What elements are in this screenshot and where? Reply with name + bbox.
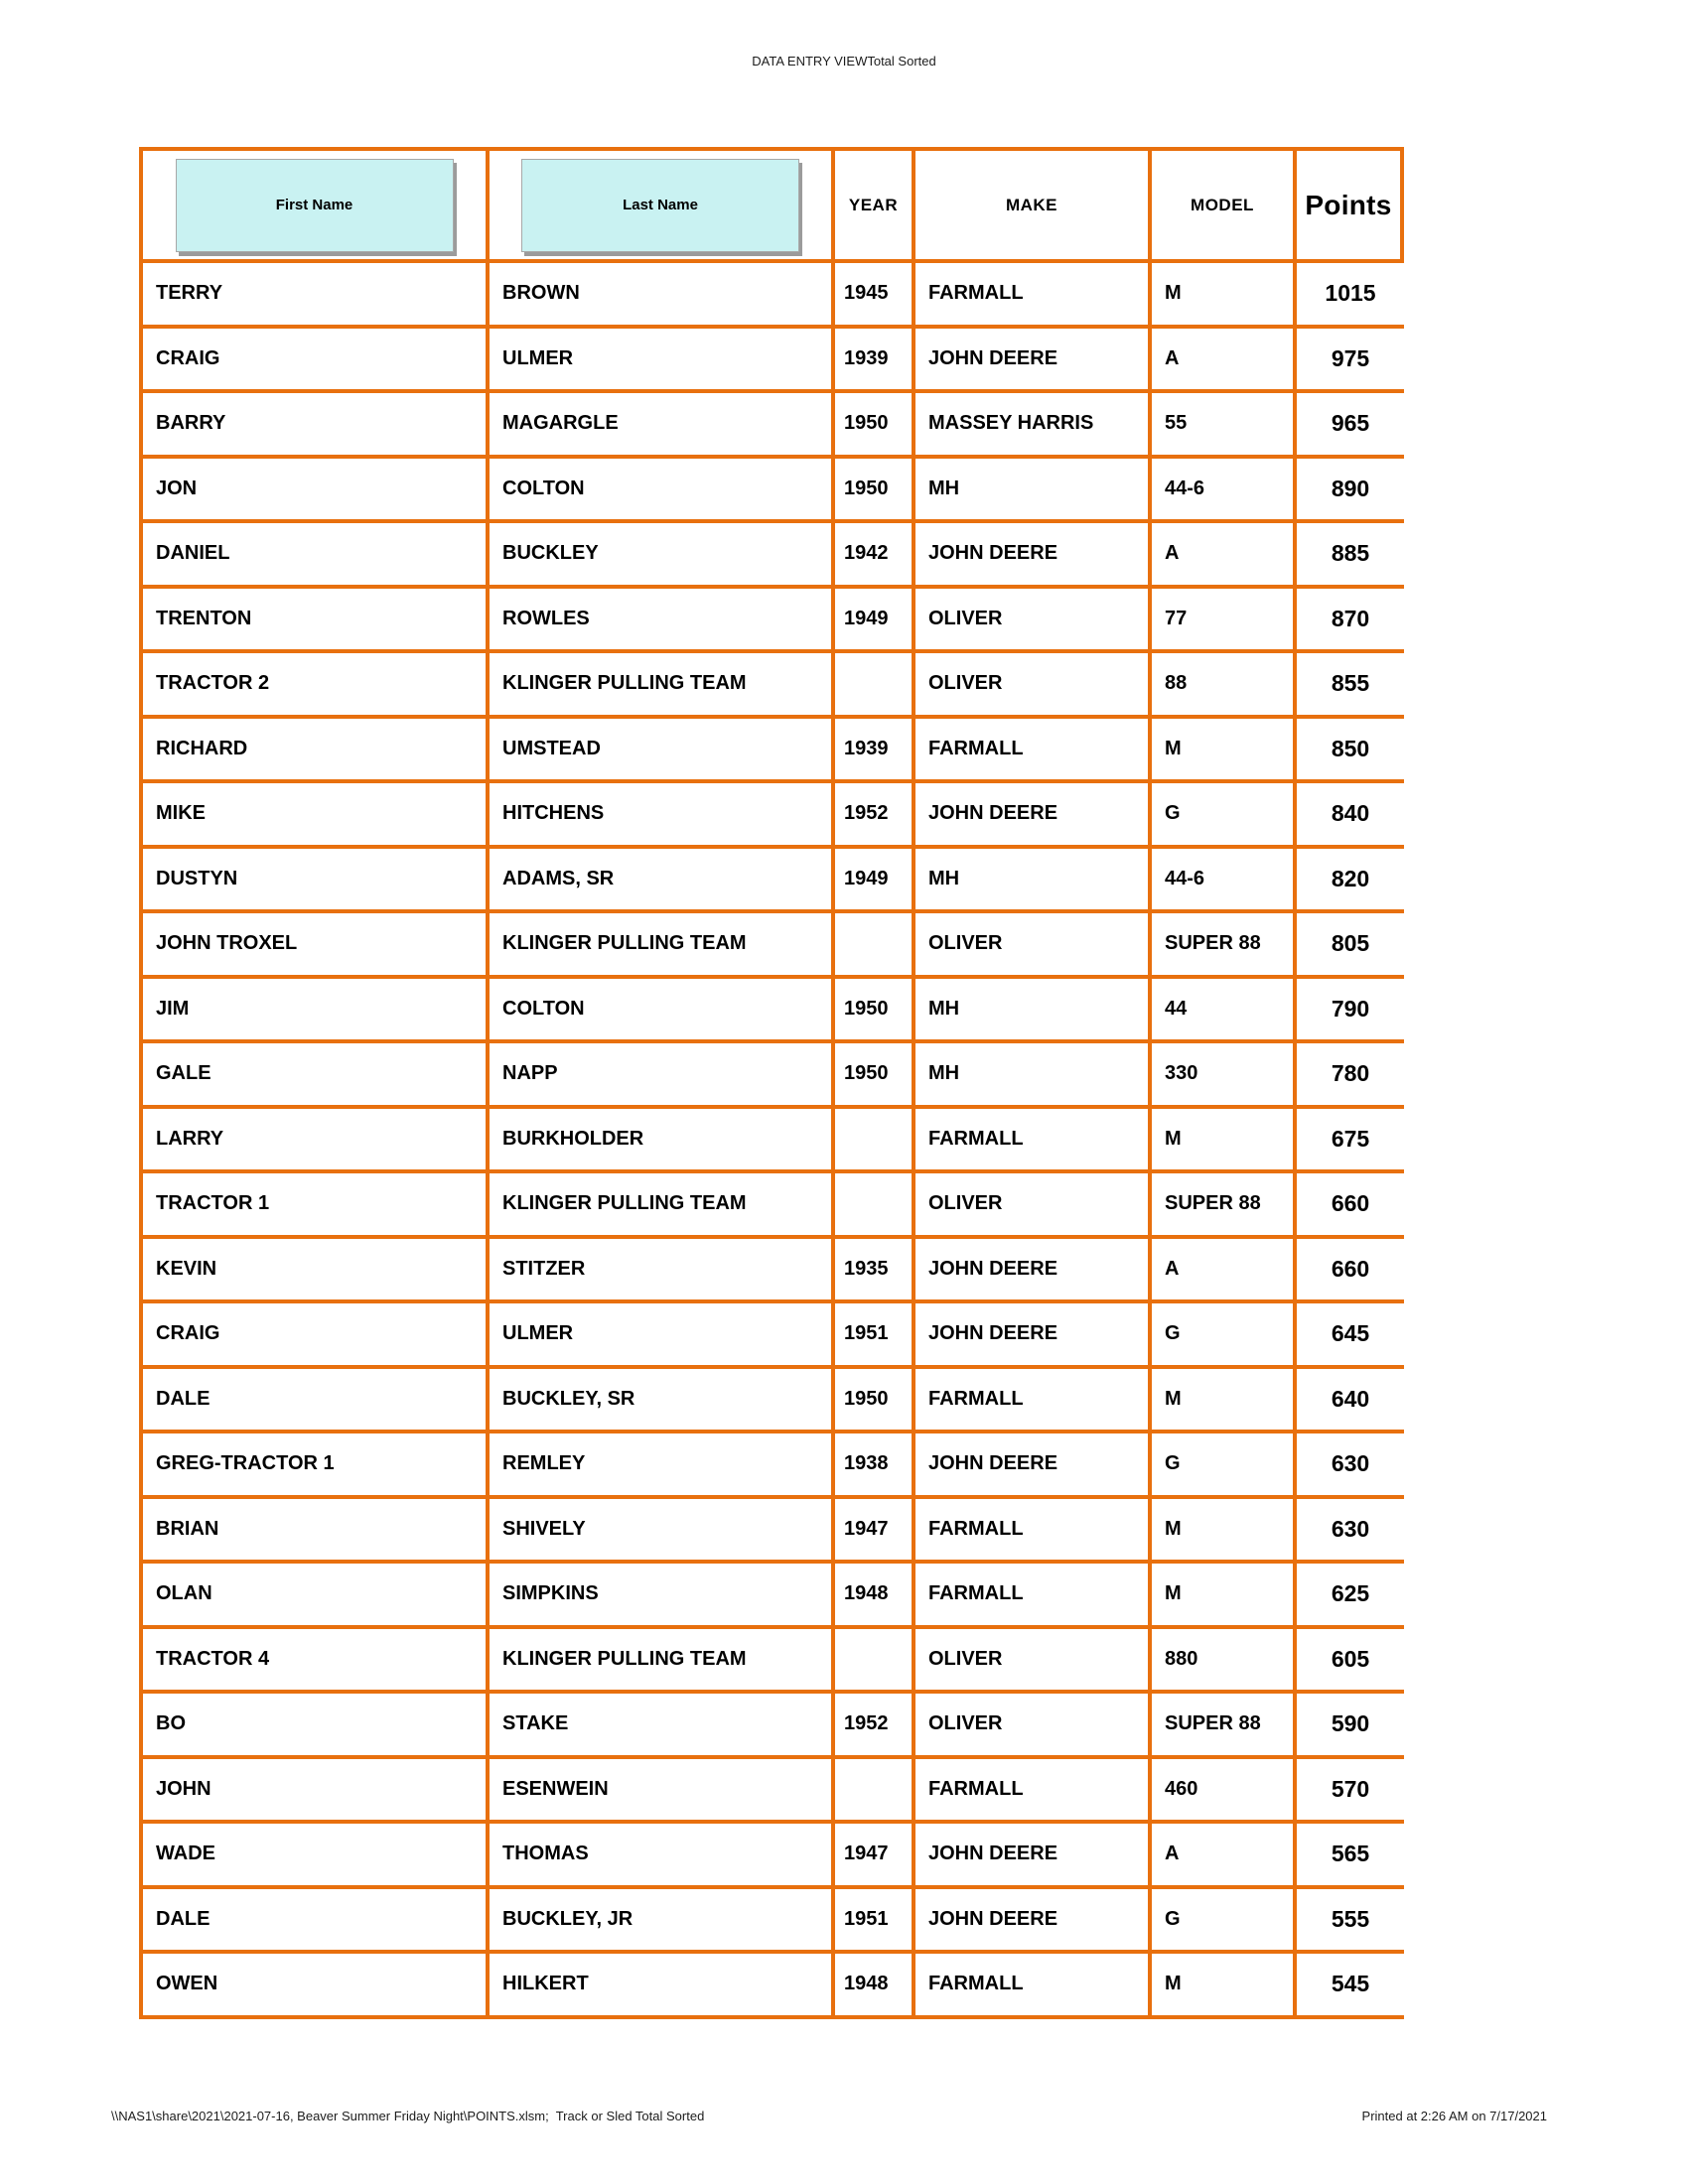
row-year: 1939 — [831, 719, 912, 780]
table-row — [143, 1885, 1404, 1951]
row-first-name: DALE — [156, 1907, 211, 1930]
row-make: FARMALL — [912, 1369, 1148, 1431]
row-first-name: WADE — [156, 1843, 215, 1865]
row-year: 1950 — [831, 1369, 912, 1431]
table-row — [143, 779, 1404, 845]
row-points: 625 — [1293, 1564, 1404, 1625]
row-model: G — [1148, 783, 1293, 845]
table-row — [143, 455, 1404, 520]
row-points: 790 — [1293, 979, 1404, 1040]
row-points: 780 — [1293, 1043, 1404, 1105]
table-row — [143, 1625, 1404, 1691]
row-first-name: TERRY — [156, 282, 223, 305]
row-model: G — [1148, 1433, 1293, 1495]
row-points: 565 — [1293, 1824, 1404, 1885]
row-points: 660 — [1293, 1239, 1404, 1300]
table-row — [143, 1039, 1404, 1105]
row-model: M — [1148, 1954, 1293, 2015]
row-last-name: THOMAS — [486, 1824, 831, 1885]
row-year: 1947 — [831, 1499, 912, 1561]
header-cell-model: MODEL — [1148, 151, 1293, 259]
row-last-name: ULMER — [486, 329, 831, 390]
row-last-name: STITZER — [486, 1239, 831, 1300]
row-model: M — [1148, 1564, 1293, 1625]
row-first-name: TRENTON — [156, 607, 252, 629]
header-cell-make: MAKE — [912, 151, 1148, 259]
table-row — [143, 585, 1404, 650]
row-points: 820 — [1293, 849, 1404, 910]
row-first-name: TRACTOR 4 — [156, 1647, 270, 1670]
row-first-name: CRAIG — [156, 346, 220, 369]
row-model: 44-6 — [1148, 459, 1293, 520]
row-model: 88 — [1148, 653, 1293, 715]
header-cell-points: Points — [1293, 151, 1404, 259]
row-first-name: LARRY — [156, 1127, 224, 1150]
row-year: 1950 — [831, 459, 912, 520]
row-first-name: JIM — [156, 997, 190, 1020]
row-points: 545 — [1293, 1954, 1404, 2015]
row-year: 1948 — [831, 1954, 912, 2015]
row-last-name: BROWN — [486, 263, 831, 325]
row-last-name: ROWLES — [486, 589, 831, 650]
row-year: 1952 — [831, 783, 912, 845]
row-points: 605 — [1293, 1629, 1404, 1691]
row-model: 77 — [1148, 589, 1293, 650]
row-last-name: KLINGER PULLING TEAM — [486, 653, 831, 715]
row-year: 1945 — [831, 263, 912, 325]
row-points: 555 — [1293, 1889, 1404, 1951]
table-row — [143, 519, 1404, 585]
row-last-name: STAKE — [486, 1694, 831, 1755]
row-first-name: RICHARD — [156, 737, 248, 759]
row-points: 855 — [1293, 653, 1404, 715]
row-make: OLIVER — [912, 1629, 1148, 1691]
row-year — [831, 653, 912, 715]
row-year: 1939 — [831, 329, 912, 390]
row-points: 570 — [1293, 1759, 1404, 1821]
table-row — [143, 845, 1404, 910]
row-last-name: ULMER — [486, 1303, 831, 1365]
row-points: 1015 — [1293, 263, 1404, 325]
row-year: 1947 — [831, 1824, 912, 1885]
row-last-name: HILKERT — [486, 1954, 831, 2015]
row-first-name: OLAN — [156, 1582, 212, 1605]
footer-print-timestamp: Printed at 2:26 AM on 7/17/2021 — [1361, 2109, 1547, 2123]
row-year: 1938 — [831, 1433, 912, 1495]
row-year: 1951 — [831, 1889, 912, 1951]
row-make: FARMALL — [912, 1759, 1148, 1821]
row-make: MASSEY HARRIS — [912, 393, 1148, 455]
first-name-sort-button[interactable]: First Name — [176, 159, 454, 252]
row-make: FARMALL — [912, 1499, 1148, 1561]
row-points: 890 — [1293, 459, 1404, 520]
row-make: OLIVER — [912, 1694, 1148, 1755]
row-last-name: HITCHENS — [486, 783, 831, 845]
row-make: FARMALL — [912, 1954, 1148, 2015]
row-year — [831, 913, 912, 975]
row-model: M — [1148, 1369, 1293, 1431]
table-row — [143, 649, 1404, 715]
last-name-sort-button[interactable]: Last Name — [521, 159, 799, 252]
table-row — [143, 1299, 1404, 1365]
table-row — [143, 1365, 1404, 1431]
row-last-name: COLTON — [486, 459, 831, 520]
row-model: 880 — [1148, 1629, 1293, 1691]
table-row — [143, 1235, 1404, 1300]
row-first-name: DALE — [156, 1387, 211, 1410]
row-model: SUPER 88 — [1148, 1694, 1293, 1755]
table-row — [143, 1820, 1404, 1885]
table-row — [143, 1560, 1404, 1625]
page-header-title: DATA ENTRY VIEWTotal Sorted — [752, 54, 936, 68]
row-make: FARMALL — [912, 1109, 1148, 1170]
table-row — [143, 1950, 1404, 2015]
row-model: 330 — [1148, 1043, 1293, 1105]
row-model: M — [1148, 719, 1293, 780]
row-first-name: OWEN — [156, 1973, 218, 1995]
row-last-name: COLTON — [486, 979, 831, 1040]
table-row — [143, 259, 1404, 325]
row-year: 1950 — [831, 1043, 912, 1105]
row-model: 55 — [1148, 393, 1293, 455]
row-first-name: CRAIG — [156, 1322, 220, 1345]
row-make: JOHN DEERE — [912, 329, 1148, 390]
row-year — [831, 1173, 912, 1235]
row-model: G — [1148, 1889, 1293, 1951]
row-first-name: BARRY — [156, 412, 226, 435]
row-model: M — [1148, 1499, 1293, 1561]
row-first-name: GREG-TRACTOR 1 — [156, 1452, 335, 1475]
row-first-name: BRIAN — [156, 1517, 219, 1540]
row-last-name: BUCKLEY, SR — [486, 1369, 831, 1431]
row-year — [831, 1629, 912, 1691]
row-points: 630 — [1293, 1499, 1404, 1561]
table-row — [143, 325, 1404, 390]
row-last-name: BURKHOLDER — [486, 1109, 831, 1170]
row-last-name: KLINGER PULLING TEAM — [486, 1173, 831, 1235]
row-year: 1951 — [831, 1303, 912, 1365]
row-make: OLIVER — [912, 653, 1148, 715]
row-points: 870 — [1293, 589, 1404, 650]
row-model: A — [1148, 523, 1293, 585]
row-last-name: MAGARGLE — [486, 393, 831, 455]
row-points: 645 — [1293, 1303, 1404, 1365]
row-model: SUPER 88 — [1148, 913, 1293, 975]
table-header-row — [143, 147, 1404, 259]
row-points: 975 — [1293, 329, 1404, 390]
row-last-name: BUCKLEY — [486, 523, 831, 585]
table-row — [143, 1690, 1404, 1755]
row-last-name: UMSTEAD — [486, 719, 831, 780]
header-cell-first-name — [143, 151, 486, 259]
row-first-name: GALE — [156, 1062, 211, 1085]
table-row — [143, 1105, 1404, 1170]
row-last-name: ESENWEIN — [486, 1759, 831, 1821]
row-make: JOHN DEERE — [912, 1889, 1148, 1951]
row-model: M — [1148, 263, 1293, 325]
table-row — [143, 1755, 1404, 1821]
row-model: A — [1148, 1824, 1293, 1885]
row-model: A — [1148, 1239, 1293, 1300]
row-last-name: KLINGER PULLING TEAM — [486, 1629, 831, 1691]
row-first-name: JON — [156, 477, 198, 499]
row-year: 1952 — [831, 1694, 912, 1755]
row-make: OLIVER — [912, 589, 1148, 650]
row-first-name: DANIEL — [156, 542, 230, 565]
row-make: OLIVER — [912, 913, 1148, 975]
row-make: MH — [912, 459, 1148, 520]
row-model: 44-6 — [1148, 849, 1293, 910]
row-first-name: KEVIN — [156, 1257, 217, 1280]
row-make: JOHN DEERE — [912, 1433, 1148, 1495]
row-make: MH — [912, 1043, 1148, 1105]
row-make: MH — [912, 979, 1148, 1040]
row-model: A — [1148, 329, 1293, 390]
row-first-name: TRACTOR 1 — [156, 1192, 270, 1215]
row-year: 1949 — [831, 849, 912, 910]
row-make: JOHN DEERE — [912, 1303, 1148, 1365]
row-last-name: KLINGER PULLING TEAM — [486, 913, 831, 975]
row-last-name: ADAMS, SR — [486, 849, 831, 910]
row-last-name: SIMPKINS — [486, 1564, 831, 1625]
row-points: 660 — [1293, 1173, 1404, 1235]
row-year: 1949 — [831, 589, 912, 650]
row-make: FARMALL — [912, 1564, 1148, 1625]
row-first-name: TRACTOR 2 — [156, 672, 270, 695]
row-last-name: REMLEY — [486, 1433, 831, 1495]
row-make: FARMALL — [912, 719, 1148, 780]
row-points: 965 — [1293, 393, 1404, 455]
table-row — [143, 389, 1404, 455]
row-model: G — [1148, 1303, 1293, 1365]
header-cell-last-name — [486, 151, 831, 259]
row-last-name: NAPP — [486, 1043, 831, 1105]
row-model: 44 — [1148, 979, 1293, 1040]
table-body — [143, 259, 1404, 2015]
row-make: JOHN DEERE — [912, 1824, 1148, 1885]
header-cell-year: YEAR — [831, 151, 912, 259]
table-row — [143, 1430, 1404, 1495]
row-model: M — [1148, 1109, 1293, 1170]
footer-file-path: \\NAS1\share\2021\2021-07-16, Beaver Summer Friday Night\POINTS.xlsm; Track or Sled Total Sorted — [111, 2109, 705, 2123]
row-first-name: JOHN — [156, 1777, 211, 1800]
row-make: JOHN DEERE — [912, 783, 1148, 845]
row-points: 675 — [1293, 1109, 1404, 1170]
row-points: 805 — [1293, 913, 1404, 975]
row-last-name: BUCKLEY, JR — [486, 1889, 831, 1951]
row-year: 1950 — [831, 393, 912, 455]
row-points: 885 — [1293, 523, 1404, 585]
points-table — [139, 147, 1404, 2019]
row-make: OLIVER — [912, 1173, 1148, 1235]
row-first-name: MIKE — [156, 802, 206, 825]
row-points: 850 — [1293, 719, 1404, 780]
row-make: FARMALL — [912, 263, 1148, 325]
row-year — [831, 1109, 912, 1170]
row-make: JOHN DEERE — [912, 523, 1148, 585]
row-year: 1950 — [831, 979, 912, 1040]
row-points: 840 — [1293, 783, 1404, 845]
row-first-name: JOHN TROXEL — [156, 932, 298, 955]
table-row — [143, 909, 1404, 975]
row-first-name: DUSTYN — [156, 867, 238, 889]
row-first-name: BO — [156, 1712, 186, 1735]
table-row — [143, 715, 1404, 780]
row-year: 1948 — [831, 1564, 912, 1625]
row-year: 1935 — [831, 1239, 912, 1300]
row-model: SUPER 88 — [1148, 1173, 1293, 1235]
row-points: 630 — [1293, 1433, 1404, 1495]
table-row — [143, 1495, 1404, 1561]
table-row — [143, 1169, 1404, 1235]
row-year — [831, 1759, 912, 1821]
row-last-name: SHIVELY — [486, 1499, 831, 1561]
row-year: 1942 — [831, 523, 912, 585]
table-row — [143, 975, 1404, 1040]
row-model: 460 — [1148, 1759, 1293, 1821]
row-points: 640 — [1293, 1369, 1404, 1431]
row-make: MH — [912, 849, 1148, 910]
row-make: JOHN DEERE — [912, 1239, 1148, 1300]
row-points: 590 — [1293, 1694, 1404, 1755]
